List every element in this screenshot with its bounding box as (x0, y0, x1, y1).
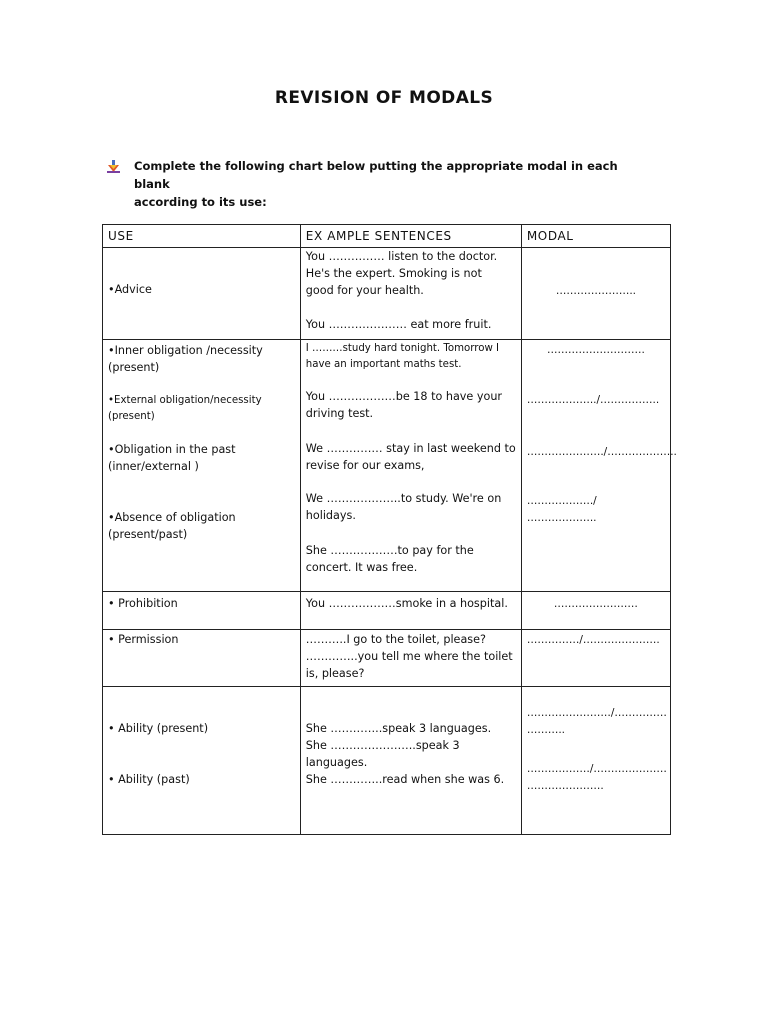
example-advice-1-l2: He's the expert. Smoking is not (305, 267, 482, 280)
use-external-obligation-l1: •External obligation/necessity (108, 395, 262, 406)
modal-blank-ability-1-l1: ……………………/…………… (526, 707, 667, 719)
table-row-advice (103, 248, 671, 340)
use-prohibition: • Prohibition (108, 597, 178, 610)
example-obligation-3-l2: revise for our exams, (305, 459, 425, 472)
table-row-permission (103, 630, 671, 687)
use-inner-obligation-l2: (present) (108, 361, 160, 374)
modal-blank-obligation-3: …………………./……………….. (526, 446, 677, 458)
modal-blank-prohibition: …………………… (553, 598, 638, 610)
example-obligation-5-l1: She ………………to pay for the (305, 544, 474, 557)
use-advice: •Advice (108, 283, 152, 296)
header-example-sentences: EX AMPLE SENTENCES (300, 225, 521, 248)
arrow-bullet-icon (107, 160, 120, 173)
example-obligation-5-l2: concert. It was free. (305, 561, 418, 574)
table-row-ability (103, 687, 671, 835)
header-row (103, 225, 671, 248)
modal-blank-obligation-2: ………………../…………….. (526, 394, 660, 406)
example-obligation-4-l2: holidays. (305, 509, 356, 522)
modal-cell-prohibition (521, 592, 670, 630)
modal-blank-obligation-1: ………………………. (547, 344, 645, 356)
modal-cell-permission (521, 630, 670, 687)
example-ability-2: She …………………..speak 3 languages. (305, 739, 460, 769)
use-cell-permission (103, 630, 301, 687)
use-external-obligation-l2: (present) (108, 411, 155, 422)
example-permission-2-l1: …………..you tell me where the toilet (305, 650, 513, 663)
example-cell-ability (300, 687, 521, 835)
use-ability-present: • Ability (present) (108, 722, 209, 735)
use-permission: • Permission (108, 633, 179, 646)
modal-cell-obligation (521, 340, 677, 592)
example-cell-advice (300, 248, 521, 340)
use-cell-prohibition (103, 592, 301, 630)
example-advice-1-l3: good for your health. (305, 284, 424, 297)
example-obligation-4-l1: We ………………..to study. We're on (305, 492, 502, 505)
use-cell-obligation (103, 340, 301, 592)
modal-cell-ability (521, 687, 670, 835)
example-ability-1: She …………..speak 3 languages. (305, 722, 492, 735)
use-past-obligation-l2: (inner/external ) (108, 460, 199, 473)
use-cell-ability (103, 687, 301, 835)
modal-chart-table (102, 224, 677, 835)
modal-blank-advice: ………………….. (555, 285, 637, 297)
table-row-prohibition (103, 592, 671, 630)
example-cell-obligation (300, 340, 521, 592)
example-advice-2: You ………………… eat more fruit. (305, 318, 492, 331)
example-prohibition: You ………………smoke in a hospital. (305, 597, 508, 610)
table-row-obligation (103, 340, 671, 592)
use-cell-advice (103, 248, 301, 340)
example-obligation-2-l2: driving test. (305, 407, 374, 420)
modal-blank-ability-1-l2: ……….. (526, 724, 566, 736)
use-past-obligation-l1: •Obligation in the past (108, 443, 236, 456)
instruction-line-1: Complete the following chart below putting the appropriate modal in each blank (134, 159, 618, 191)
example-obligation-1-l1: I ………study hard tonight. Tomorrow I (305, 343, 500, 354)
use-absence-obligation-l1: •Absence of obligation (108, 511, 236, 524)
modal-blank-permission: ……………/…………………. (526, 634, 660, 646)
use-absence-obligation-l2: (present/past) (108, 528, 188, 541)
header-use: USE (103, 225, 301, 248)
instruction-line-2: according to its use: (134, 195, 267, 209)
example-advice-1-l1: You …………… listen to the doctor. (305, 250, 498, 263)
use-inner-obligation-l1: •Inner obligation /necessity (108, 344, 263, 357)
modal-cell-advice (521, 248, 670, 340)
page-title: REVISION OF MODALS (274, 88, 494, 108)
modal-blank-obligation-4: ………………./ ……………….. (526, 495, 597, 524)
example-obligation-1-l2: have an important maths test. (305, 359, 462, 370)
example-ability-3: She …………..read when she was 6. (305, 773, 505, 786)
example-cell-prohibition (300, 592, 521, 630)
example-cell-permission (300, 630, 521, 687)
modal-blank-ability-2-l2: …………………. (526, 780, 604, 792)
modal-blank-ability-2-l1: ………………/………………… (526, 763, 667, 775)
example-permission-2-l2: is, please? (305, 667, 365, 680)
header-modal: MODAL (521, 225, 670, 248)
instruction (112, 157, 652, 211)
use-ability-past: • Ability (past) (108, 773, 190, 786)
example-obligation-3-l1: We …………… stay in last weekend to (305, 442, 516, 455)
example-permission-1: ………..I go to the toilet, please? (305, 633, 486, 646)
example-obligation-2-l1: You ………………be 18 to have your (305, 390, 503, 403)
